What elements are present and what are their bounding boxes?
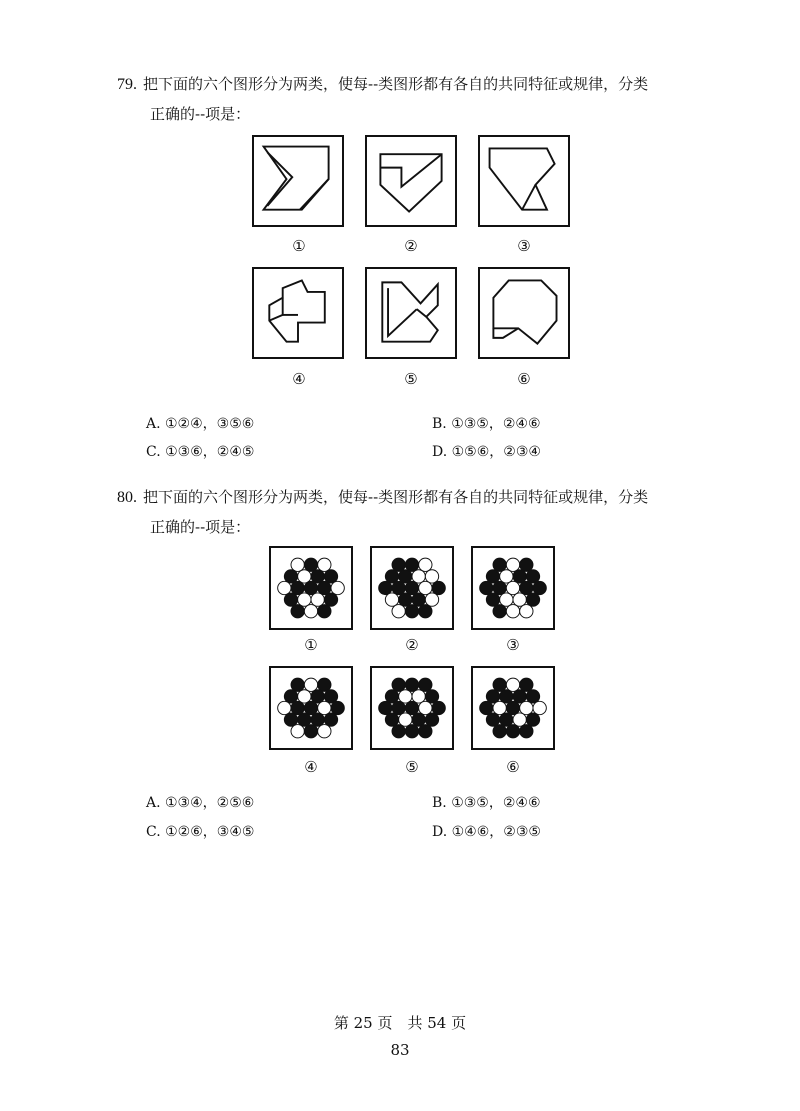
- dot: [419, 725, 432, 738]
- q79-stem: 把下面的六个图形分为两类，使每--类图形都有各自的共同特征或规律，分类: [143, 75, 649, 93]
- dot: [419, 581, 432, 594]
- dot: [331, 701, 344, 714]
- dot: [385, 690, 398, 703]
- q80-caption-5: ⑤: [405, 758, 419, 776]
- dot: [291, 605, 304, 618]
- dot: [311, 713, 324, 726]
- dot: [520, 725, 533, 738]
- dot: [385, 713, 398, 726]
- q80-figure-2-dots: [372, 548, 452, 628]
- q79-figure-4-shape: [254, 269, 342, 357]
- q80-number: 80.: [117, 489, 137, 506]
- q79-figure-2-shape: [367, 137, 455, 225]
- dot: [526, 713, 539, 726]
- dot: [284, 690, 297, 703]
- dot: [412, 690, 425, 703]
- dot: [500, 690, 513, 703]
- dot: [318, 701, 331, 714]
- page-number: 83: [390, 1041, 410, 1059]
- dot: [419, 701, 432, 714]
- q80-figure-4-dots: [271, 668, 351, 748]
- q80-figure-1-dots: [271, 548, 351, 628]
- q80-text-line1: [117, 486, 648, 507]
- dot: [318, 725, 331, 738]
- q80-caption-3: ③: [506, 636, 520, 654]
- dot: [533, 581, 546, 594]
- dot: [486, 713, 499, 726]
- q80-figure-6: [471, 666, 555, 750]
- q80-option-d[interactable]: D. ①④⑥，②③⑤: [432, 824, 541, 840]
- dot: [298, 593, 311, 606]
- dot: [506, 701, 519, 714]
- dot: [291, 558, 304, 571]
- dot: [379, 581, 392, 594]
- dot: [520, 605, 533, 618]
- dot: [385, 570, 398, 583]
- q79-text-line2: 正确的--项是：: [150, 105, 251, 123]
- dot: [392, 678, 405, 691]
- dot: [493, 581, 506, 594]
- dot: [392, 605, 405, 618]
- dot: [412, 570, 425, 583]
- dot: [311, 690, 324, 703]
- q80-figure-4: [269, 666, 353, 750]
- dot: [419, 678, 432, 691]
- dot: [379, 701, 392, 714]
- dot: [331, 581, 344, 594]
- dot: [425, 570, 438, 583]
- q79-text-line1: [117, 73, 648, 94]
- dot: [405, 678, 418, 691]
- q80-figure-6-dots: [473, 668, 553, 748]
- dot: [318, 581, 331, 594]
- dot: [291, 701, 304, 714]
- dot: [291, 581, 304, 594]
- q79-option-a[interactable]: A. ①②④，③⑤⑥: [146, 416, 255, 432]
- dot: [412, 593, 425, 606]
- q79-figure-2: [365, 135, 457, 227]
- q80-figure-3: [471, 546, 555, 630]
- q80-caption-4: ④: [304, 758, 318, 776]
- dot: [298, 713, 311, 726]
- dot: [520, 581, 533, 594]
- dot: [500, 593, 513, 606]
- dot: [304, 725, 317, 738]
- dot: [513, 690, 526, 703]
- dot: [493, 701, 506, 714]
- q80-figure-2: [370, 546, 454, 630]
- dot: [419, 558, 432, 571]
- q79-caption-4: ④: [292, 370, 306, 388]
- q80-figure-3-dots: [473, 548, 553, 628]
- dot: [399, 593, 412, 606]
- dot: [304, 605, 317, 618]
- dot: [520, 678, 533, 691]
- dot: [480, 701, 493, 714]
- dot: [284, 593, 297, 606]
- dot: [493, 678, 506, 691]
- dot: [278, 581, 291, 594]
- q79-figure-4: [252, 267, 344, 359]
- q79-caption-3: ③: [517, 237, 531, 255]
- dot: [419, 605, 432, 618]
- q79-caption-2: ②: [404, 237, 418, 255]
- dot: [284, 570, 297, 583]
- dot: [486, 593, 499, 606]
- dot: [311, 570, 324, 583]
- dot: [500, 570, 513, 583]
- dot: [311, 593, 324, 606]
- dot: [493, 558, 506, 571]
- dot: [324, 713, 337, 726]
- q80-figure-1: [269, 546, 353, 630]
- dot: [392, 701, 405, 714]
- dot: [526, 593, 539, 606]
- dot: [324, 690, 337, 703]
- dot: [324, 570, 337, 583]
- q79-figure-3: [478, 135, 570, 227]
- dot: [513, 713, 526, 726]
- q80-caption-6: ⑥: [506, 758, 520, 776]
- dot: [278, 701, 291, 714]
- dot: [500, 713, 513, 726]
- dot: [324, 593, 337, 606]
- dot: [493, 605, 506, 618]
- dot: [405, 558, 418, 571]
- dot: [298, 570, 311, 583]
- q80-option-a[interactable]: A. ①③④，②⑤⑥: [146, 795, 255, 811]
- dot: [405, 725, 418, 738]
- q80-stem: 把下面的六个图形分为两类，使每--类图形都有各自的共同特征或规律，分类: [143, 488, 649, 506]
- dot: [405, 701, 418, 714]
- dot: [486, 690, 499, 703]
- q79-caption-1: ①: [292, 237, 306, 255]
- q79-caption-6: ⑥: [517, 370, 531, 388]
- q80-text-line2: 正确的--项是：: [150, 518, 251, 536]
- dot: [318, 678, 331, 691]
- dot: [480, 581, 493, 594]
- dot: [392, 581, 405, 594]
- dot: [399, 570, 412, 583]
- dot: [405, 605, 418, 618]
- q79-figure-5-shape: [367, 269, 455, 357]
- dot: [520, 558, 533, 571]
- dot: [399, 690, 412, 703]
- q79-figure-1-shape: [254, 137, 342, 225]
- dot: [526, 570, 539, 583]
- dot: [432, 701, 445, 714]
- dot: [506, 605, 519, 618]
- dot: [291, 725, 304, 738]
- dot: [399, 713, 412, 726]
- q79-option-c[interactable]: C. ①③⑥，②④⑤: [146, 444, 255, 460]
- q79-figure-6-shape: [480, 269, 568, 357]
- dot: [506, 558, 519, 571]
- dot: [486, 570, 499, 583]
- q79-number: 79.: [117, 76, 137, 93]
- q80-figure-5: [370, 666, 454, 750]
- q79-figure-1: [252, 135, 344, 227]
- q79-caption-5: ⑤: [404, 370, 418, 388]
- q80-option-b[interactable]: B. ①③⑤，②④⑥: [432, 795, 541, 811]
- page-info: 第 25 页 共 54 页: [333, 1014, 467, 1032]
- dot: [425, 593, 438, 606]
- dot: [385, 593, 398, 606]
- q80-caption-2: ②: [405, 636, 419, 654]
- q79-figure-3-shape: [480, 137, 568, 225]
- dot: [432, 581, 445, 594]
- q80-option-c[interactable]: C. ①②⑥，③④⑤: [146, 824, 255, 840]
- dot: [513, 570, 526, 583]
- dot: [291, 678, 304, 691]
- q79-figure-5: [365, 267, 457, 359]
- dot: [425, 713, 438, 726]
- dot: [318, 558, 331, 571]
- dot: [506, 725, 519, 738]
- dot: [284, 713, 297, 726]
- dot: [513, 593, 526, 606]
- dot: [520, 701, 533, 714]
- q79-figure-6: [478, 267, 570, 359]
- dot: [533, 701, 546, 714]
- dot: [506, 678, 519, 691]
- dot: [392, 725, 405, 738]
- q80-caption-1: ①: [304, 636, 318, 654]
- q80-figure-5-dots: [372, 668, 452, 748]
- dot: [304, 558, 317, 571]
- dot: [318, 605, 331, 618]
- dot: [526, 690, 539, 703]
- dot: [304, 581, 317, 594]
- dot: [493, 725, 506, 738]
- dot: [405, 581, 418, 594]
- q79-option-d[interactable]: D. ①⑤⑥，②③④: [432, 444, 541, 460]
- q79-option-b[interactable]: B. ①③⑤，②④⑥: [432, 416, 541, 432]
- dot: [392, 558, 405, 571]
- dot: [425, 690, 438, 703]
- dot: [304, 701, 317, 714]
- dot: [298, 690, 311, 703]
- dot: [304, 678, 317, 691]
- dot: [506, 581, 519, 594]
- dot: [412, 713, 425, 726]
